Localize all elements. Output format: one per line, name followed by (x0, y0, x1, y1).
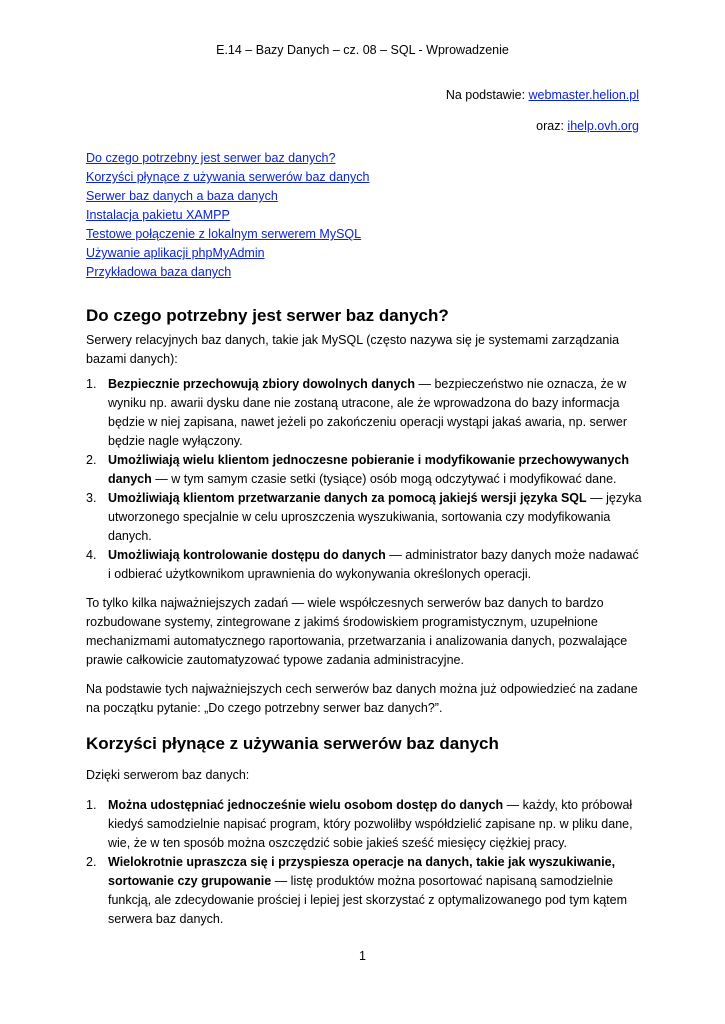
source-line-2 (536, 119, 639, 133)
toc-link-1[interactable]: Do czego potrzebny jest serwer baz danych? (86, 151, 336, 165)
list-item-text: — administrator bazy danych może nadawać i odbierać użytkownikom uprawnienia do wykonywania określonych operacji. (108, 548, 639, 581)
list-number: 4. (86, 548, 97, 562)
section-1-list (86, 375, 642, 584)
list-item (86, 546, 642, 584)
list-item-bold: Umożliwiają klientom przetwarzanie danych za pomocą jakiejś wersji języka SQL (108, 491, 587, 505)
toc-link-3[interactable]: Serwer baz danych a baza danych (86, 189, 278, 203)
section-1-heading: Do czego potrzebny jest serwer baz danych? (86, 306, 449, 325)
list-item (86, 451, 642, 489)
source-prefix: Na podstawie: (445, 88, 529, 102)
section-2-heading: Korzyści płynące z używania serwerów baz danych (86, 734, 499, 753)
section-1-intro: Serwery relacyjnych baz danych, takie jak MySQL (często nazywa się je systemami zarządzania bazami danych): (86, 333, 620, 366)
list-number: 1. (86, 377, 97, 391)
toc-link-5[interactable]: Testowe połączenie z lokalnym serwerem MySQL (86, 227, 362, 241)
list-number: 2. (86, 855, 97, 869)
toc-link-6[interactable]: Używanie aplikacji phpMyAdmin (86, 246, 265, 260)
toc-link-4[interactable]: Instalacja pakietu XAMPP (86, 208, 230, 222)
list-item-text: — listę produktów można posortować napisaną samodzielnie funkcją, ale zdecydowanie prościej i lepiej jest skorzystać z optymalizowanego pod tym kątem serwera baz danych. (108, 874, 627, 926)
list-item-text: — każdy, kto próbował kiedyś samodzielnie napisać program, który pozwoliłby współdzielić zapisane np. w pliku dane, wie, że w ten sposób można oszczędzić sobie jakieś sześć miesięcy ciężkiej pracy. (108, 798, 633, 850)
list-item-bold: Umożliwiają wielu klientom jednoczesne pobieranie i modyfikowanie przechowywanych danych (108, 453, 629, 486)
paragraph: To tylko kilka najważniejszych zadań — wiele współczesnych serwerów baz danych to bardzo rozbudowane systemy, zintegrowane z jakimś środowiskiem programistycznym, uzupełnione mechanizmami automatycznego raportowania, przetwarzania i analizowania danych, pozwalające prawie całkowicie zautomatyzować typowe zadania administracyjne. (86, 596, 628, 667)
list-item-text: — w tym samym czasie setki (tysiące) osób mogą odczytywać i modyfikować dane. (151, 472, 617, 486)
section-2 (86, 733, 642, 755)
page-header: E.14 – Bazy Danych – cz. 08 – SQL - Wprowadzenie (216, 43, 509, 57)
source-link-webmaster[interactable]: webmaster.helion.pl (528, 88, 639, 102)
toc-link-7[interactable]: Przykładowa baza danych (86, 265, 232, 279)
list-number: 2. (86, 453, 97, 467)
paragraph: Na podstawie tych najważniejszych cech serwerów baz danych można już odpowiedzieć na zadane na początku pytanie: „Do czego potrzebny serwer baz danych?”. (86, 682, 638, 715)
table-of-contents (86, 149, 369, 282)
section-1-paragraph-2 (86, 680, 642, 718)
list-item-bold: Bezpiecznie przechowują zbiory dowolnych danych (108, 377, 416, 391)
section-1-paragraph-1 (86, 594, 642, 670)
section-1 (86, 305, 642, 369)
list-item (86, 853, 642, 929)
source-link-ihelp[interactable]: ihelp.ovh.org (567, 119, 639, 133)
source-prefix: oraz: (536, 119, 568, 133)
page-number: 1 (359, 949, 366, 963)
list-item-text: — bezpieczeństwo nie oznacza, że w wyniku np. awarii dysku dane nie zostaną utracone, ale że wprowadzona do bazy informacja będzie w niej zapisana, nawet jeżeli po zakończeniu operacji wystąpi jakaś awaria, np. serwer będzie nagle wyłączony. (108, 377, 628, 448)
list-number: 3. (86, 491, 97, 505)
list-number: 1. (86, 798, 97, 812)
list-item-bold: Umożliwiają kontrolowanie dostępu do danych (108, 548, 386, 562)
list-item-bold: Wielokrotnie upraszcza się i przyspiesza operacje na danych, takie jak wyszukiwanie, sortowanie czy grupowanie (108, 855, 616, 888)
list-item (86, 796, 642, 853)
list-item-bold: Można udostępniać jednocześnie wielu osobom dostęp do danych (108, 798, 504, 812)
section-2-list (86, 796, 642, 929)
list-item (86, 489, 642, 546)
paragraph: Dzięki serwerom baz danych: (86, 768, 250, 782)
source-line-1 (446, 88, 639, 102)
toc-link-2[interactable]: Korzyści płynące z używania serwerów baz danych (86, 170, 370, 184)
list-item (86, 375, 642, 451)
list-item-text: — języka utworzonego specjalnie w celu uproszczenia wyszukiwania, sortowania czy modyfikowania danych. (108, 491, 642, 543)
section-2-intro (86, 766, 642, 785)
